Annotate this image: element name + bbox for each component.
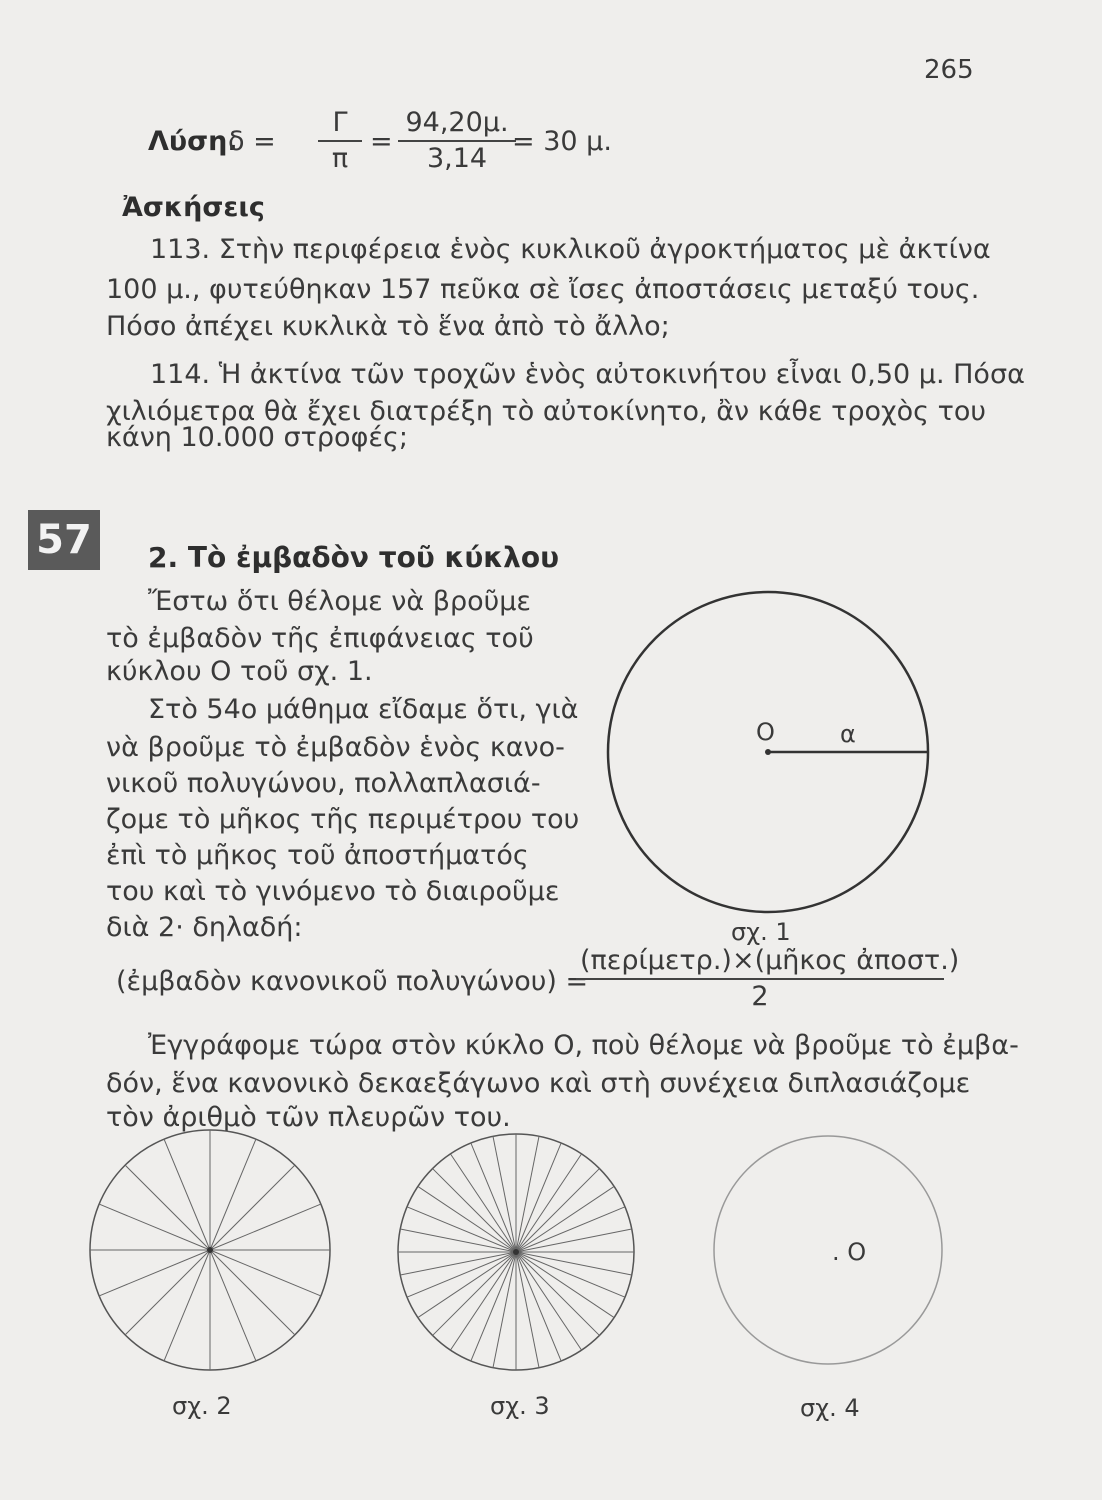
equals-sign: = xyxy=(370,126,393,157)
paragraph-line: νικοῦ πολυγώνου, πολλαπλασιά- xyxy=(106,768,541,799)
exercise-113-line: Πόσο ἀπέχει κυκλικὰ τὸ ἕνα ἀπὸ τὸ ἄλλο; xyxy=(106,311,670,342)
exercise-113-line: 100 μ., φυτεύθηκαν 157 πεῦκα σὲ ἴσες ἀποστάσεις μεταξύ τους. xyxy=(106,274,980,305)
formula-numerator: (περίμετρ.)×(μῆκος ἀποστ.) xyxy=(576,944,944,980)
spoke-line xyxy=(125,1250,210,1335)
figure-3-32-spokes xyxy=(398,1134,634,1370)
spoke-line xyxy=(516,1169,599,1252)
fig1-radius-label: α xyxy=(840,720,856,748)
spoke-line xyxy=(210,1165,295,1250)
fraction-denominator: 3,14 xyxy=(426,143,488,174)
spoke-line xyxy=(433,1252,516,1335)
formula-left-side: (ἐμβαδὸν κανονικοῦ πολυγώνου) = xyxy=(116,966,589,997)
paragraph-line: Στὸ 54ο μάθημα εἴδαμε ὅτι, γιὰ xyxy=(148,694,579,725)
exercise-114-line: κάνη 10.000 στροφές; xyxy=(106,422,408,453)
fig2-caption: σχ. 2 xyxy=(172,1392,232,1420)
delta-symbol: δ = xyxy=(228,126,276,157)
center-point xyxy=(513,1249,519,1255)
solution-label: Λύση. xyxy=(148,126,238,157)
paragraph-line: Ἐγγράφομε τώρα στὸν κύκλο Ο, ποὺ θέλομε νὰ βροῦμε τὸ ἐμβα- xyxy=(148,1030,1019,1061)
exercise-114-line: χιλιόμετρα θὰ ἔχει διατρέξη τὸ αὐτοκίνητο, ἂν κάθε τροχὸς του xyxy=(106,396,986,427)
fig1-center-label: Ο xyxy=(756,718,775,746)
paragraph-line: ζομε τὸ μῆκος τῆς περιμέτρου του xyxy=(106,804,580,835)
fraction-denominator: π xyxy=(331,143,349,174)
paragraph-line: δόν, ἕνα κανονικὸ δεκαεξάγωνο καὶ στὴ συνέχεια διπλασιάζομε xyxy=(106,1068,971,1099)
spoke-line xyxy=(210,1250,295,1335)
paragraph-line: Ἔστω ὅτι θέλομε νὰ βροῦμε xyxy=(148,586,532,617)
fig4-center-label: . Ο xyxy=(832,1238,867,1266)
paragraph-line: νὰ βροῦμε τὸ ἐμβαδὸν ἑνὸς κανο- xyxy=(106,732,565,763)
paragraph-line: του καὶ τὸ γινόμενο τὸ διαιροῦμε xyxy=(106,876,560,907)
section-number-badge: 57 xyxy=(28,510,100,570)
center-point xyxy=(207,1247,213,1253)
solution-result: = 30 μ. xyxy=(512,126,612,157)
spoke-line xyxy=(433,1169,516,1252)
fig3-caption: σχ. 3 xyxy=(490,1392,550,1420)
exercises-heading: Ἀσκήσεις xyxy=(122,192,265,223)
figure-1-circle xyxy=(608,592,928,912)
page-number: 265 xyxy=(924,55,974,85)
section-title: 2. Τὸ ἐμβαδὸν τοῦ κύκλου xyxy=(148,541,560,574)
paragraph-line: ἐπὶ τὸ μῆκος τοῦ ἀποστήματός xyxy=(106,840,529,871)
paragraph-line: τὸν ἀριθμὸ τῶν πλευρῶν του. xyxy=(106,1102,511,1133)
exercise-113-line: 113. Στὴν περιφέρεια ἑνὸς κυκλικοῦ ἀγροκτήματος μὲ ἀκτίνα xyxy=(150,234,991,265)
paragraph-line: τὸ ἐμβαδὸν τῆς ἐπιφάνειας τοῦ xyxy=(106,623,534,654)
fraction-numerator: 94,20μ. xyxy=(398,106,516,142)
fig4-caption: σχ. 4 xyxy=(800,1394,860,1422)
spoke-line xyxy=(125,1165,210,1250)
figure-4-circle xyxy=(714,1136,942,1364)
fraction-numerator: Γ xyxy=(318,106,362,142)
fig1-caption: σχ. 1 xyxy=(731,918,791,946)
exercise-114-line: 114. Ἡ ἀκτίνα τῶν τροχῶν ἑνὸς αὐτοκινήτου εἶναι 0,50 μ. Πόσα xyxy=(150,359,1025,390)
figure-2-16-spokes xyxy=(90,1130,330,1370)
circle-outline xyxy=(714,1136,942,1364)
paragraph-line: διὰ 2· δηλαδή: xyxy=(106,912,303,943)
spoke-line xyxy=(516,1252,599,1335)
paragraph-line: κύκλου Ο τοῦ σχ. 1. xyxy=(106,656,373,687)
formula-denominator: 2 xyxy=(751,981,769,1012)
